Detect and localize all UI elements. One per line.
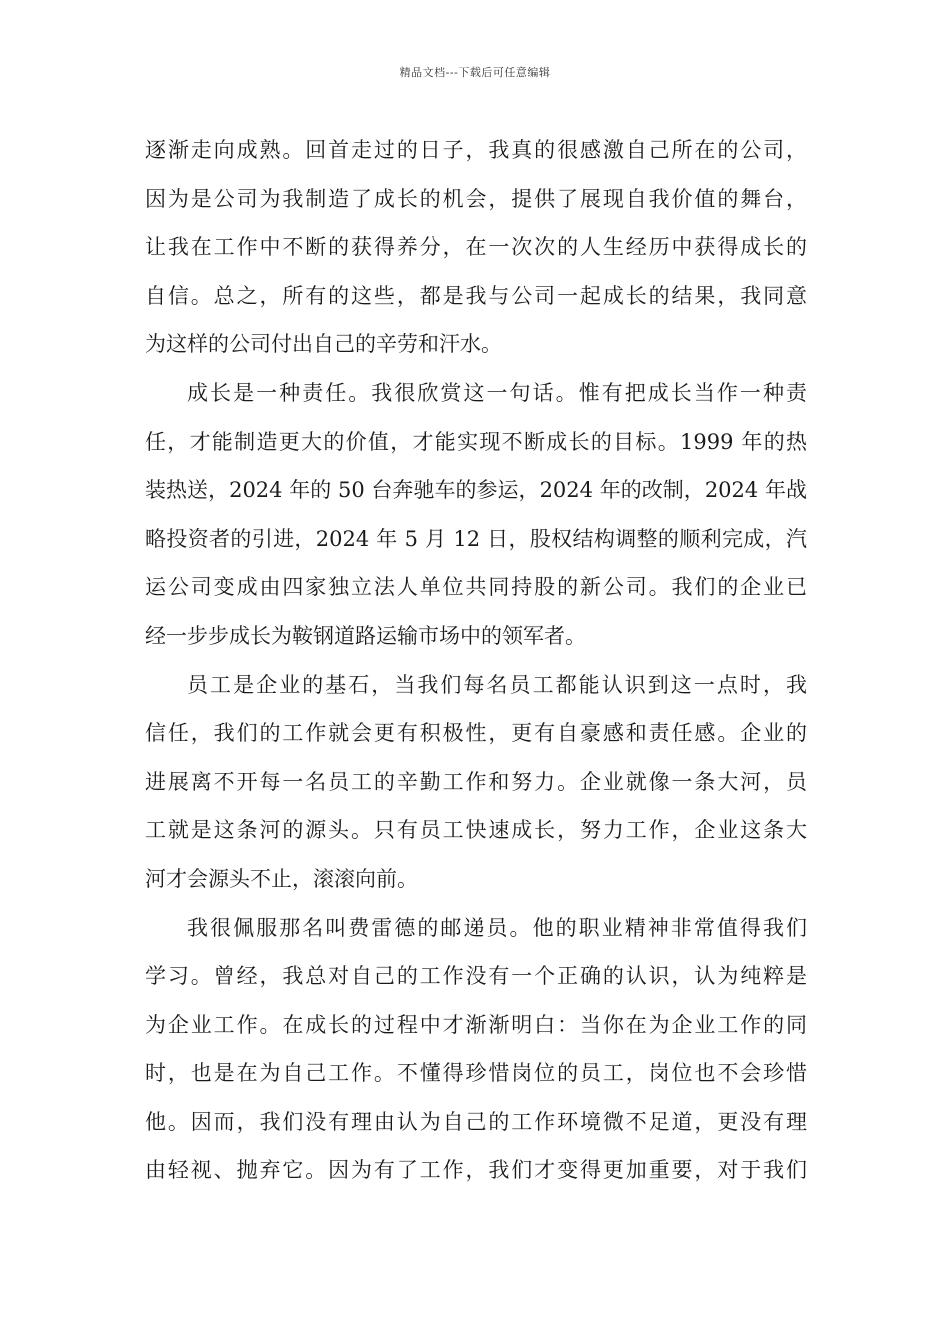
text-line: 我很佩服那名叫费雷德的邮递员。他的职业精神非常值得我们 xyxy=(187,915,807,940)
text-line: 工就是这条河的源头。只有员工快速成长，努力工作，企业这条大 xyxy=(145,818,807,843)
text-line: 让我在工作中不断的获得养分，在一次次的人生经历中获得成长的 xyxy=(145,235,807,260)
text-line: 装热送，2024 年的 50 台奔驰车的参运，2024 年的改制，2024 年战 xyxy=(145,478,807,503)
text-line: 河才会源头不止，滚滚向前。 xyxy=(145,866,418,891)
text-line: 员工是企业的基石，当我们每名员工都能认识到这一点时，我 xyxy=(187,672,807,697)
text-line: 进展离不开每一名员工的辛勤工作和努力。企业就像一条大河，员 xyxy=(145,769,807,794)
text-line: 成长是一种责任。我很欣赏这一句话。惟有把成长当作一种责 xyxy=(187,380,807,405)
text-line: 略投资者的引进，2024 年 5 月 12 日，股权结构调整的顺利完成，汽 xyxy=(145,526,807,551)
text-line: 逐渐走向成熟。回首走过的日子，我真的很感激自己所在的公司， xyxy=(145,138,807,162)
text-line: 信任，我们的工作就会更有积极性，更有自豪感和责任感。企业的 xyxy=(145,721,807,746)
text-line: 因为是公司为我制造了成长的机会，提供了展现自我价值的舞台， xyxy=(145,186,807,211)
text-line: 为这样的公司付出自己的辛劳和汗水。 xyxy=(145,332,502,357)
paragraph xyxy=(145,369,807,661)
text-line: 为企业工作。在成长的过程中才渐渐明白：当你在为企业工作的同 xyxy=(145,1012,807,1037)
paragraph xyxy=(145,904,807,1196)
text-line: 学习。曾经，我总对自己的工作没有一个正确的认识，认为纯粹是 xyxy=(145,964,807,989)
paragraph xyxy=(145,661,807,904)
paragraph xyxy=(145,126,807,369)
text-line: 自信。总之，所有的这些，都是我与公司一起成长的结果，我同意 xyxy=(145,283,807,308)
text-line: 他。因而，我们没有理由认为自己的工作环境微不足道，更没有理 xyxy=(145,1109,807,1134)
document-body xyxy=(145,126,807,1195)
text-line: 经一步步成长为鞍钢道路运输市场中的领军者。 xyxy=(145,623,586,648)
text-line: 时，也是在为自己工作。不懂得珍惜岗位的员工，岗位也不会珍惜 xyxy=(145,1061,807,1086)
page-header: 精品文档---下载后可任意编辑 xyxy=(399,66,551,79)
text-line: 运公司变成由四家独立法人单位共同持股的新公司。我们的企业已 xyxy=(145,575,807,600)
text-line: 任，才能制造更大的价值，才能实现不断成长的目标。1999 年的热 xyxy=(145,429,807,454)
text-line: 由轻视、抛弃它。因为有了工作，我们才变得更加重要，对于我们 xyxy=(145,1158,807,1183)
